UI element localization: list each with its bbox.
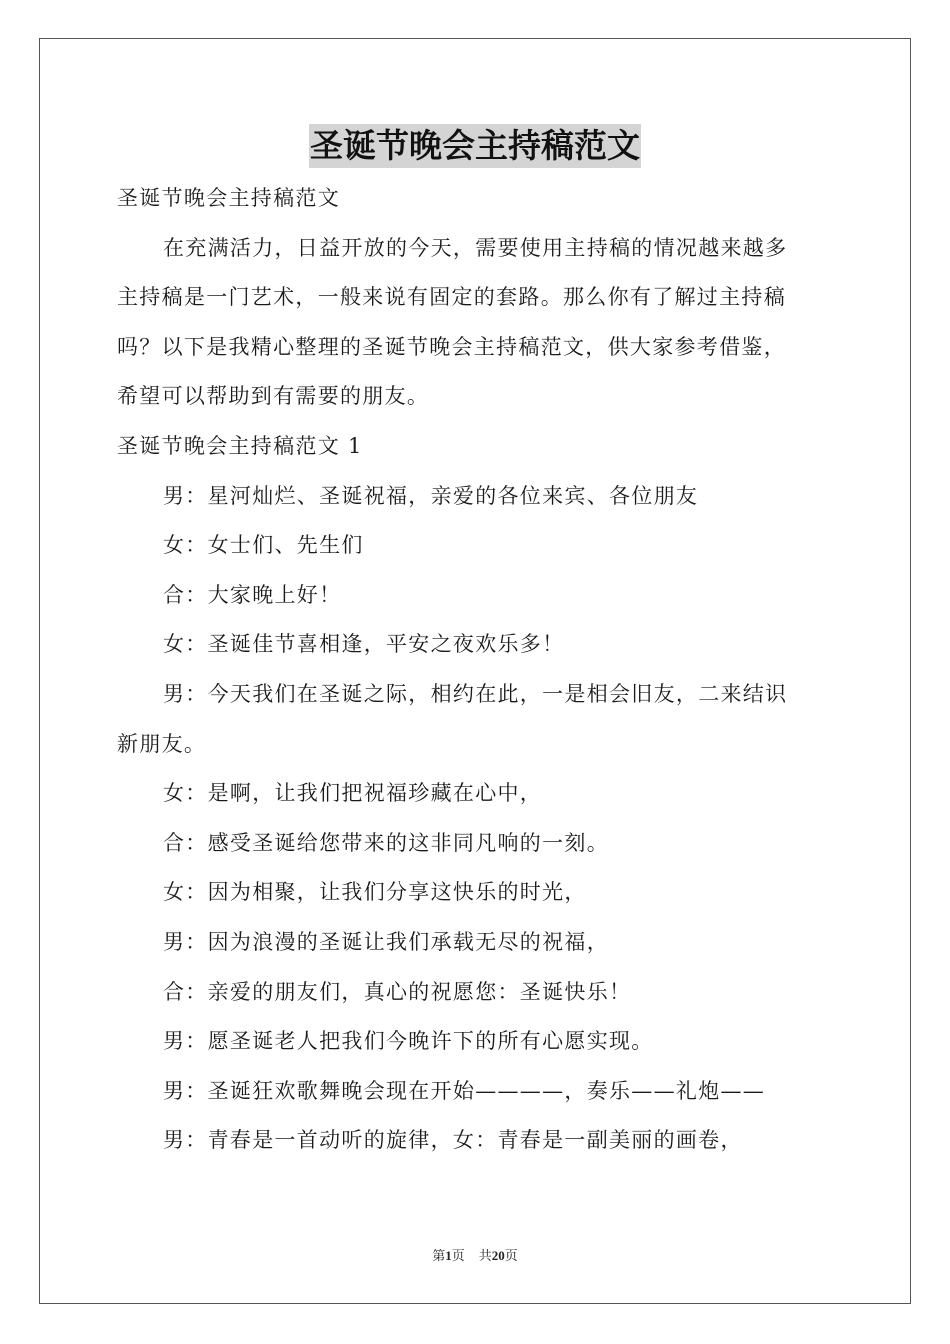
page-footer	[0, 1247, 950, 1265]
text-line: 新朋友。	[117, 731, 207, 756]
text-line: 合：大家晚上好！	[163, 582, 342, 607]
text-line: 女：女士们、先生们	[163, 533, 364, 558]
document-title-wrapper	[0, 124, 950, 168]
text-line: 圣诞节晚会主持稿范文	[117, 186, 340, 210]
page-prefix: 第	[432, 1248, 446, 1263]
text-line: 吗？以下是我精心整理的圣诞节晚会主持稿范文，供大家参考借鉴，	[117, 334, 786, 359]
text-line: 在充满活力，日益开放的今天，需要使用主持稿的情况越来越多	[163, 235, 788, 260]
page-suffix: 页	[451, 1248, 465, 1263]
total-suffix: 页	[504, 1248, 518, 1263]
text-line: 主持稿是一门艺术，一般来说有固定的套路。那么你有了解过主持稿	[117, 285, 786, 310]
text-line: 男：青春是一首动听的旋律，女：青春是一副美丽的画卷，	[163, 1128, 743, 1153]
text-line: 男：星河灿烂、圣诞祝福，亲爱的各位来宾、各位朋友	[163, 483, 699, 508]
text-line: 男：愿圣诞老人把我们今晚许下的所有心愿实现。	[163, 1029, 654, 1054]
page-number: 1	[445, 1248, 452, 1263]
document-body	[117, 174, 837, 1166]
text-line: 女：是啊，让我们把祝福珍藏在心中，	[163, 781, 543, 806]
text-line: 男：因为浪漫的圣诞让我们承载无尽的祝福，	[163, 929, 609, 954]
text-line: 女：圣诞佳节喜相逢，平安之夜欢乐多！	[163, 632, 565, 657]
total-prefix: 共	[478, 1248, 492, 1263]
text-line: 合：感受圣诞给您带来的这非同凡响的一刻。	[163, 830, 609, 855]
document-title: 圣诞节晚会主持稿范文	[309, 124, 641, 168]
text-line: 圣诞节晚会主持稿范文 1	[117, 433, 363, 458]
text-line: 合：亲爱的朋友们，真心的祝愿您：圣诞快乐！	[163, 979, 632, 1004]
text-line: 希望可以帮助到有需要的朋友。	[117, 384, 430, 409]
text-line: 女：因为相聚，让我们分享这快乐的时光，	[163, 880, 587, 905]
text-line: 男：今天我们在圣诞之际，相约在此，一是相会旧友，二来结识	[163, 681, 788, 706]
total-pages: 20	[491, 1248, 505, 1263]
text-line: 男：圣诞狂欢歌舞晚会现在开始————，奏乐——礼炮——	[163, 1078, 766, 1103]
